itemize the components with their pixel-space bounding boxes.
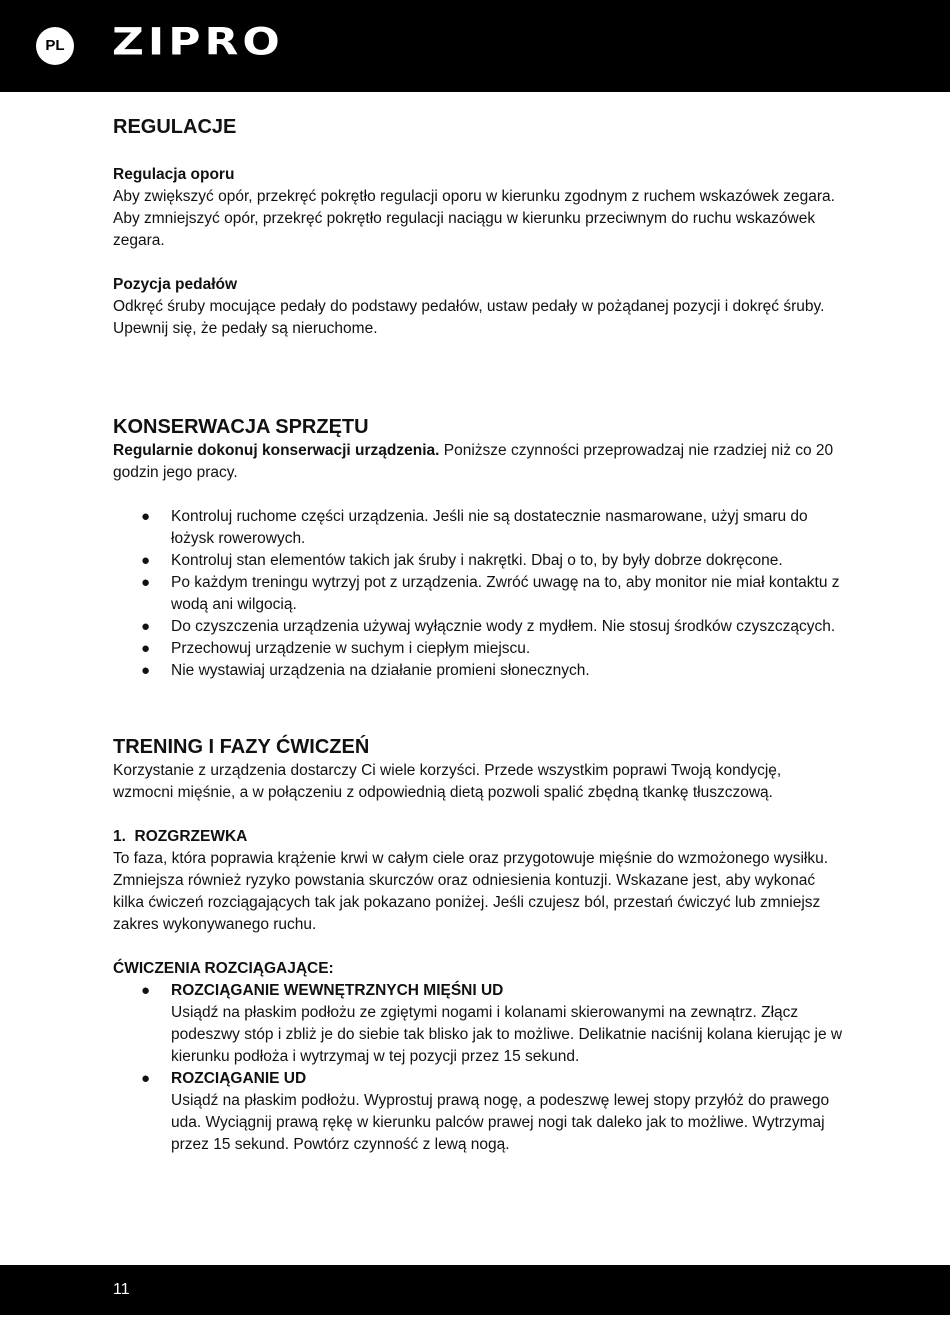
language-badge: PL: [36, 27, 74, 65]
subheading-stretching: ĆWICZENIA ROZCIĄGAJĄCE:: [113, 960, 334, 977]
intro-rest-text: Poniższe czynności przeprowadzaj nie rzadziej niż co 20 godzin jego pracy.: [113, 442, 834, 481]
bullet-icon: ●: [141, 552, 151, 569]
bullet-icon: ●: [141, 640, 151, 657]
subheading-resistance: Regulacja oporu: [113, 166, 235, 183]
maintenance-list: [113, 506, 843, 682]
list-item: ● Kontroluj stan elementów takich jak śruby i nakrętki. Dbaj o to, by były dobrze dokręcone.: [113, 550, 843, 572]
bullet-icon: ●: [141, 1070, 151, 1087]
list-item: ● Po każdym treningu wytrzyj pot z urządzenia. Zwróć uwagę na to, aby monitor nie miał kontaktu z wodą ani wilgocią.: [141, 574, 840, 613]
exercise-item: [113, 1068, 843, 1156]
section-title-trening: TRENING I FAZY ĆWICZEŃ: [113, 736, 370, 758]
exercise-name: ROZCIĄGANIE WEWNĘTRZNYCH MIĘŚNI UD: [171, 982, 504, 999]
section-title-konserwacja: KONSERWACJA SPRZĘTU: [113, 416, 369, 438]
list-item: ● Przechowuj urządzenie w suchym i ciepłym miejscu.: [113, 638, 843, 660]
section-title-regulacje: REGULACJE: [113, 116, 237, 138]
exercise-name: ROZCIĄGANIE UD: [171, 1070, 307, 1087]
paragraph-warmup: To faza, która poprawia krążenie krwi w całym ciele oraz przygotowuje mięśnie do wzmożonego wysiłku. Zmniejsza również ryzyko powstania skurczów oraz odniesienia kontuzji. Wskazane jest, aby wykonać kilka ćwiczeń rozciągających tak jak pokazano poniżej. Jeśli czujesz ból, przestań ćwiczyć lub zmniejsz zakres wykonywanego ruchu.: [113, 850, 829, 933]
header-bar: [0, 0, 950, 92]
bullet-icon: ●: [141, 618, 151, 635]
bullet-icon: ●: [141, 508, 151, 525]
list-item: ● Do czyszczenia urządzenia używaj wyłącznie wody z mydłem. Nie stosuj środków czyszczących.: [113, 616, 843, 638]
paragraph-pedals: Odkręć śruby mocujące pedały do podstawy pedałów, ustaw pedały w pożądanej pozycji i dokręć śruby. Upewnij się, że pedały są nieruchome.: [113, 298, 825, 337]
paragraph-resistance: Aby zwiększyć opór, przekręć pokrętło regulacji oporu w kierunku zgodnym z ruchem wskazówek zegara. Aby zmniejszyć opór, przekręć pokrętło regulacji naciągu w kierunku przeciwnym do ruchu wskazówek zegara.: [113, 188, 835, 249]
exercise-text: Usiądź na płaskim podłożu. Wyprostuj prawą nogę, a podeszwę lewej stopy przyłóż do prawego uda. Wyciągnij prawą rękę w kierunku palców prawej nogi tak daleko jak to możliwe. Wytrzymaj przez 15 sekund. Powtórz czynność z lewą nogą.: [171, 1092, 830, 1153]
list-item: ● Kontroluj ruchome części urządzenia. Jeśli nie są dostatecznie nasmarowane, użyj smaru do łożysk rowerowych.: [141, 508, 808, 547]
paragraph-konserwacja-intro: [113, 440, 843, 484]
bullet-icon: ●: [141, 574, 151, 591]
exercise-item: [113, 980, 843, 1068]
page-content: [113, 114, 843, 1156]
page-number: 11: [113, 1281, 130, 1298]
bullet-icon: ●: [141, 982, 151, 999]
list-item: ● Nie wystawiaj urządzenia na działanie promieni słonecznych.: [113, 660, 843, 682]
subheading-pedals: Pozycja pedałów: [113, 276, 238, 293]
subheading-warmup: 1. ROZGRZEWKA: [113, 828, 248, 845]
paragraph-trening-intro: Korzystanie z urządzenia dostarczy Ci wiele korzyści. Przede wszystkim poprawi Twoją kondycję, wzmocni mięśnie, a w połączeniu z odpowiednią dietą pozwoli spalić zbędną tkankę tłuszczową.: [113, 762, 782, 801]
exercise-text: Usiądź na płaskim podłożu ze zgiętymi nogami i kolanami skierowanymi na zewnątrz. Złącz podeszwy stóp i zbliż je do siebie tak blisko jak to możliwe. Delikatnie naciśnij kolana kierując je w kierunku podłoża i wytrzymaj w tej pozycji przez 15 sekund.: [171, 1004, 843, 1065]
zipro-logo: ZIPRO: [112, 20, 284, 64]
bullet-icon: ●: [141, 662, 151, 679]
exercise-list: [113, 980, 843, 1156]
intro-bold-text: Regularnie dokonuj konserwacji urządzenia.: [113, 442, 440, 459]
footer-bar: [0, 1265, 950, 1315]
